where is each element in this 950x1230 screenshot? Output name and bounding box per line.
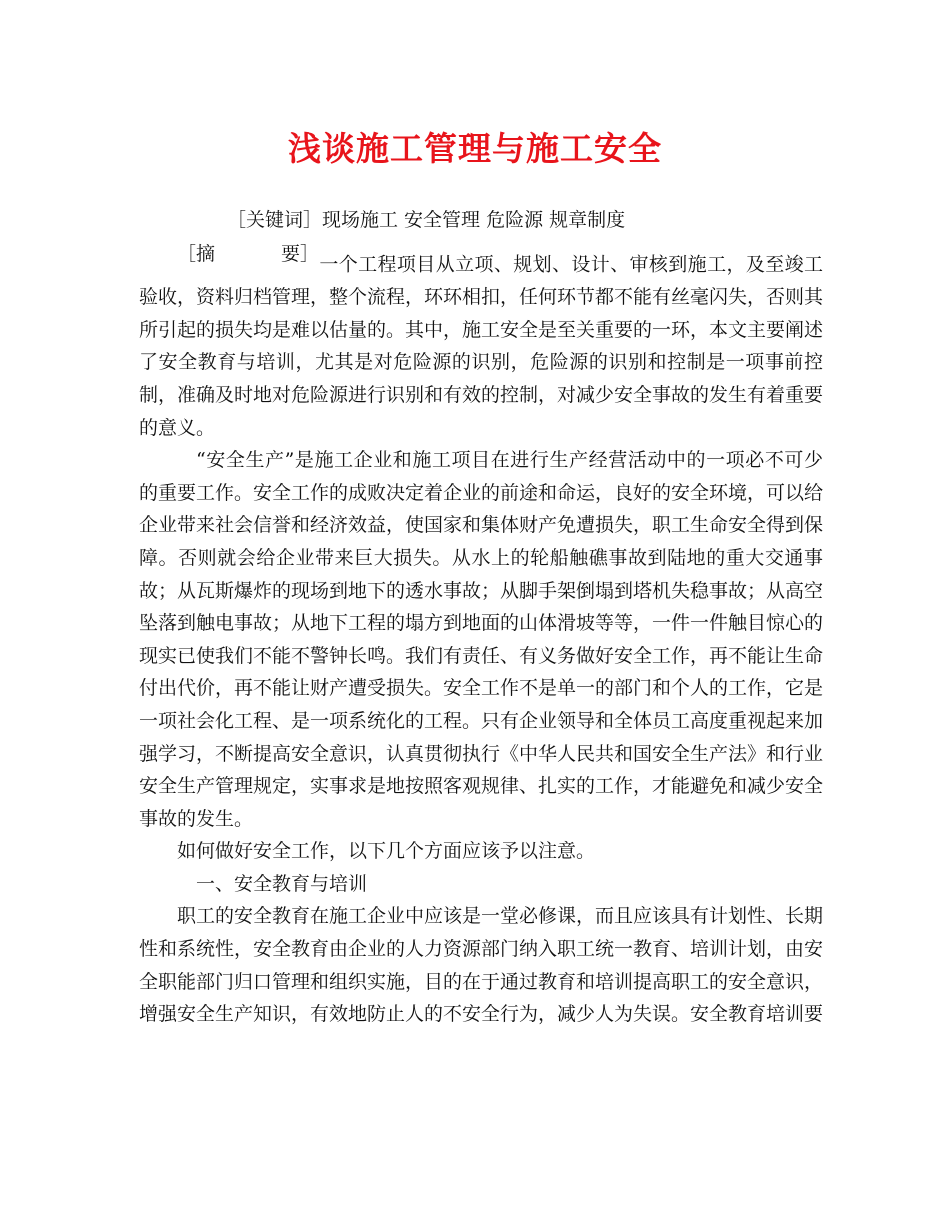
body-paragraph-1: “安全生产”是施工企业和施工项目在进行生产经营活动中的一项必不可少的重要工作。安全工作的成败决定着企业的前途和命运，良好的安全环境，可以给企业带来社会信誉和经济效益，使国家和集体财产免遭损失，职工生命安全得到保障。否则就会给企业带来巨大损失。从水上的轮船触礁事故到陆地的重大交通事故；从瓦斯爆炸的现场到地下的透水事故；从脚手架倒塌到塔机失稳事故；从高空坠落到触电事故；从地下工程的塌方到地面的山体滑坡等等，一件一件触目惊心的现实已使我们不能不警钟长鸣。我们有责任、有义务做好安全工作，再不能让生命付出代价，再不能让财产遭受损失。安全工作不是单一的部门和个人的工作，它是一项社会化工程、是一项系统化的工程。只有企业领导和全体员工高度重视起来加强学习，不断提高安全意识，认真贯彻执行《中华人民共和国安全生产法》和行业安全生产管理规定，实事求是地按照客观规律、扎实的工作，才能避免和减少安全事故的发生。: [139, 449, 824, 830]
section-heading: 一、安全教育与培训: [196, 872, 368, 895]
abstract-label-close: 要］: [280, 243, 319, 265]
abstract-text: 一个工程项目从立项、规划、设计、审核到施工，及至竣工验收，资料归档管理，整个流程，环环相扣，任何环节都不能有丝毫闪失，否则其所引起的损失均是难以估量的。其中，施工安全是至关重要的一环，本文主要阐述了安全教育与培训，尤其是对危险源的识别，危险源的识别和控制是一项事前控制，准确及时地对危险源进行识别和有效的控制，对减少安全事故的发生有着重要的意义。: [139, 253, 824, 439]
abstract-label: [139, 238, 319, 271]
abstract-paragraph: [139, 238, 823, 444]
abstract-label-open: ［摘: [177, 243, 216, 265]
body-paragraph-2: 如何做好安全工作，以下几个方面应该予以注意。: [177, 840, 596, 863]
document-title: 浅谈施工管理与施工安全: [288, 129, 662, 168]
body-paragraph-3: 职工的安全教育在施工企业中应该是一堂必修课，而且应该具有计划性、长期性和系统性，安全教育由企业的人力资源部门纳入职工统一教育、培训计划，由安全职能部门归口管理和组织实施，目的在于通过教育和培训提高职工的安全意识，增强安全生产知识，有效地防止人的不安全行为，减少人为失误。安全教育培训要: [139, 905, 824, 1026]
document-body: [139, 238, 823, 1031]
keywords-line: ［关键词］现场施工 安全管理 危险源 规章制度: [227, 209, 626, 231]
